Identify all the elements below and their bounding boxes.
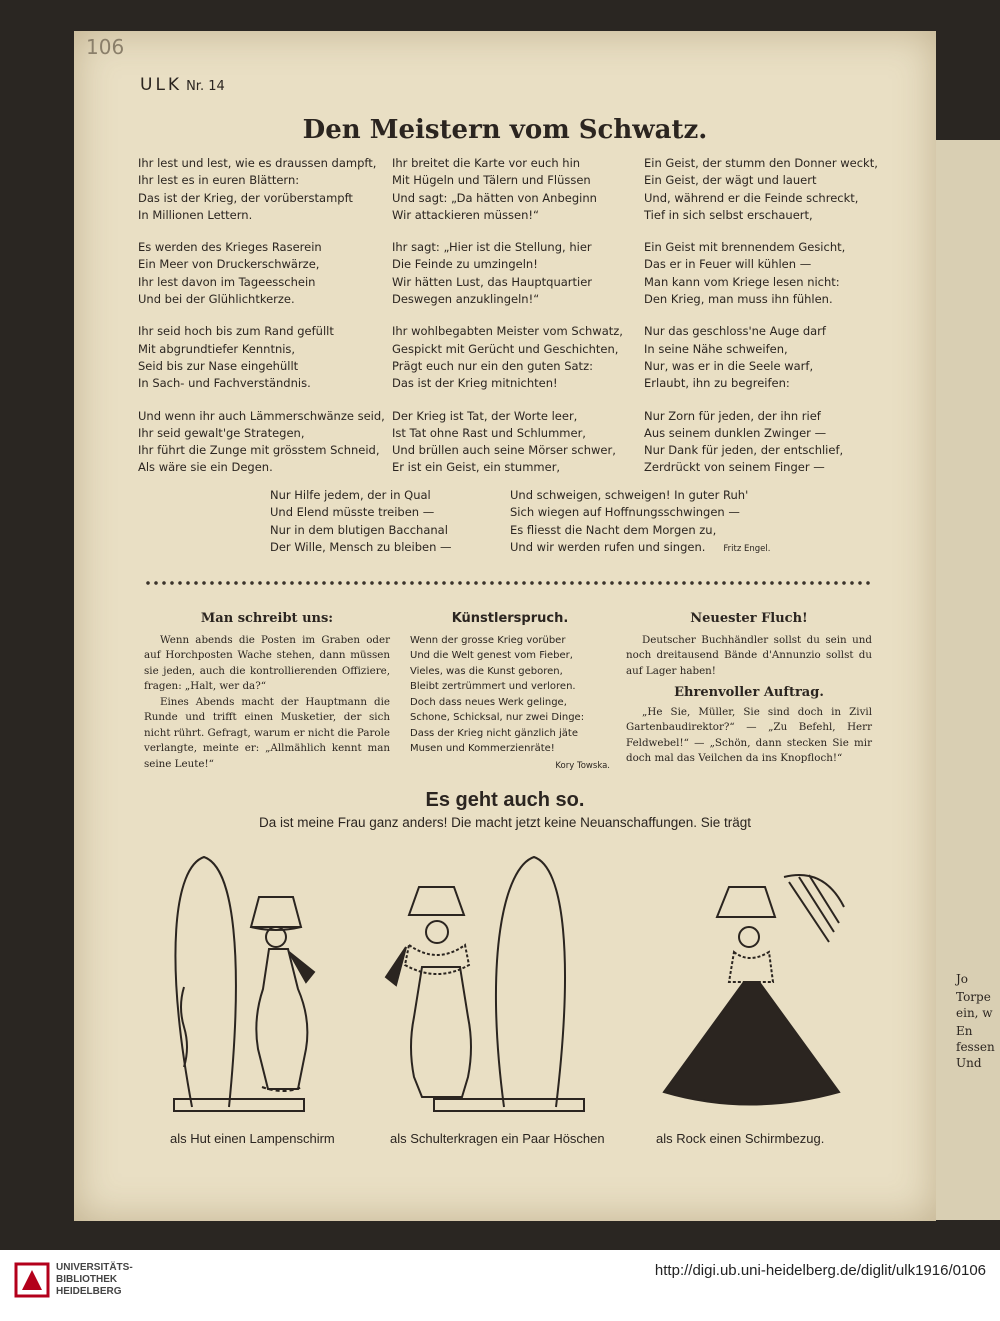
issue-number: Nr. 14 <box>186 79 225 94</box>
verse-line: Wenn der grosse Krieg vorüber <box>410 634 566 646</box>
poem-author: Fritz Engel. <box>723 543 771 554</box>
verse-line: Wir hätten Lust, das Hauptquartier <box>392 274 593 289</box>
stanza <box>392 323 623 392</box>
article-author: Kory Towska. <box>555 760 610 771</box>
stanza <box>392 239 623 308</box>
verse-line: Tief in sich selbst erschauert, <box>644 207 813 222</box>
poem-coda-right <box>510 487 770 558</box>
article-fluch <box>626 611 872 767</box>
verse-line: Ihr lest und lest, wie es draussen dampft, <box>138 156 377 170</box>
verse-line: Ihr wohlbegabten Meister vom Schwatz, <box>392 324 623 339</box>
verse-line: Seid bis zur Nase eingehüllt <box>138 358 299 373</box>
magazine-page <box>74 31 936 1221</box>
source-url-link[interactable]: http://digi.ub.uni-heidelberg.de/diglit/ulk1916/0106 <box>654 1262 986 1279</box>
article-paragraph: „He Sie, Müller, Sie sind doch in Zivil Gartenbaudirektor?“ — „Zu Befehl, Herr Feldwebel!“ — „Schön, dann stecken Sie mir doch mal das Veilchen da ins Knopfloch!“ <box>626 705 872 764</box>
magazine-name: ULK <box>140 75 183 95</box>
verse-line: Er ist ein Geist, ein stummer, <box>392 460 561 475</box>
article-heading-auftrag: Ehrenvoller Auftrag. <box>674 685 824 700</box>
verse-line: Es werden des Krieges Raserein <box>138 240 322 255</box>
adjacent-fragment: fessen <box>956 1040 995 1054</box>
poem-column-3 <box>644 155 878 492</box>
verse-line: Ist Tat ohne Rast und Schlummer, <box>392 425 586 440</box>
adjacent-fragment: Und <box>956 1056 982 1070</box>
verse-line: Ihr seid gewalt'ge Strategen, <box>138 425 305 440</box>
verse-line: Gespickt mit Gerücht und Geschichten, <box>392 341 619 356</box>
verse-line: In seine Nähe schweifen, <box>644 341 788 356</box>
stanza <box>138 408 385 477</box>
verse-line: Ihr lest davon im Tageesschein <box>138 274 316 289</box>
verse-line: Wir attackieren müssen!“ <box>392 207 539 222</box>
verse-line: Und sagt: „Da hätten von Anbeginn <box>392 190 597 205</box>
verse-line: Dass der Krieg nicht gänzlich jäte <box>410 727 579 739</box>
article-heading: Künstlerspruch. <box>451 611 569 626</box>
pencil-page-number: 106 <box>86 35 125 59</box>
verse-line: Deswegen anzuklingeln!“ <box>392 292 540 307</box>
verse-line: Und wenn ihr auch Lämmerschwänze seid, <box>138 408 385 423</box>
verse-line: Mit abgrundtiefer Kenntnis, <box>138 341 296 356</box>
stanza <box>644 239 878 308</box>
verse-line: Nur Zorn für jeden, der ihn rief <box>644 408 821 423</box>
stanza <box>138 323 385 392</box>
cartoon-caption-1: als Hut einen Lampenschirm <box>170 1131 335 1146</box>
verse-line: Und brüllen auch seine Mörser schwer, <box>392 443 616 458</box>
library-name-line: BIBLIOTHEK <box>56 1274 118 1285</box>
verse-line: Ihr breitet die Karte vor euch hin <box>392 156 581 170</box>
panel-2-woman <box>386 887 471 1097</box>
panel-3-parasol <box>784 875 844 942</box>
adjacent-fragment: En <box>956 1024 973 1038</box>
adjacent-fragment: Jo <box>956 972 969 986</box>
poem-title: Den Meistern vom Schwatz. <box>302 115 708 145</box>
stanza <box>644 408 878 477</box>
cartoon-illustration <box>144 837 884 1127</box>
verse-line: Schone, Schicksal, nur zwei Dinge: <box>410 712 585 723</box>
verse-line: Nur in dem blutigen Bacchanal <box>270 522 448 537</box>
verse-line: Ein Geist mit brennendem Gesicht, <box>644 240 846 255</box>
library-name-line: UNIVERSITÄTS- <box>56 1262 133 1273</box>
verse-line: Man kann vom Kriege lesen nicht: <box>644 274 840 289</box>
verse-line: Mit Hügeln und Tälern und Flüssen <box>392 173 591 188</box>
verse-line: Erlaubt, ihn zu begreifen: <box>644 376 790 391</box>
stanza <box>392 155 623 224</box>
verse-line: Und bei der Glühlichtkerze. <box>138 292 295 307</box>
verse-line: Ihr seid hoch bis zum Rand gefüllt <box>138 324 334 339</box>
adjacent-fragment: ein, w <box>956 1006 993 1020</box>
verse-line: Doch dass neues Werk gelinge, <box>410 696 567 708</box>
verse-line: Vieles, was die Kunst geboren, <box>410 665 563 677</box>
verse-line: Prägt euch nur ein den guten Satz: <box>392 358 593 373</box>
verse-line: Ein Meer von Druckerschwärze, <box>138 257 320 272</box>
cartoon-caption-2: als Schulterkragen ein Paar Höschen <box>390 1131 605 1146</box>
panel-1-woman <box>251 897 314 1091</box>
article-paragraph: Eines Abends macht der Hauptmann die Runde und trifft einen Musketier, der sich nicht rührt. Gefragt, warum er nicht die Parole verlangte, meinte er: „Allmählich kennt man seine Leute!“ <box>144 695 390 770</box>
panel-1-mirror <box>174 857 304 1111</box>
poem-coda-left <box>270 487 452 556</box>
verse-line: Ihr sagt: „Hier ist die Stellung, hier <box>392 240 592 255</box>
verse-line: Den Krieg, man muss ihn fühlen. <box>644 292 833 307</box>
adjacent-page-edge <box>936 140 1000 1220</box>
ornamental-divider <box>144 579 870 587</box>
cartoon-title: Es geht auch so. <box>425 789 585 811</box>
article-heading: Neuester Fluch! <box>690 611 808 626</box>
verse-line: Und wir werden rufen und singen. <box>510 539 706 554</box>
stanza <box>644 323 878 392</box>
verse-line: Bleibt zertrümmert und verloren. <box>410 681 576 692</box>
cartoon-subtitle: Da ist meine Frau ganz anders! Die macht jetzt keine Neuanschaffungen. Sie trägt <box>258 815 752 830</box>
verse-line: Zerdrückt von seinem Finger — <box>644 460 825 475</box>
verse-line: Nur Dank für jeden, der entschlief, <box>644 443 844 458</box>
library-logo-icon <box>14 1262 50 1298</box>
verse-line: Musen und Kommerzienräte! <box>410 743 555 754</box>
article-paragraph: Deutscher Buchhändler sollst du sein und noch dreitausend Bände d'Annunzio sollst du auf Lager haben! <box>626 633 872 677</box>
verse-line: Ihr lest es in euren Blättern: <box>138 173 300 188</box>
verse-line: Es fliesst die Nacht dem Morgen zu, <box>510 522 717 537</box>
library-name <box>56 1262 133 1298</box>
verse-line: Das er in Feuer will kühlen — <box>644 257 812 272</box>
library-footer <box>0 1250 1000 1321</box>
verse-line: Als wäre sie ein Degen. <box>138 460 273 475</box>
verse-line: Aus seinem dunklen Zwinger — <box>644 425 827 440</box>
stanza <box>138 155 385 224</box>
panel-3-woman <box>664 887 839 1105</box>
library-name-line: HEIDELBERG <box>56 1286 122 1297</box>
verse-line: Ein Geist, der wägt und lauert <box>644 173 817 188</box>
verse-line: Das ist der Krieg mitnichten! <box>392 376 558 391</box>
stanza <box>644 155 878 224</box>
stanza <box>392 408 623 477</box>
verse-line: Und Elend müsste treiben — <box>270 505 435 520</box>
verse-line: Und schweigen, schweigen! In guter Ruh' <box>510 488 749 502</box>
verse-line: Nur, was er in die Seele warf, <box>644 358 814 373</box>
verse-line: Ihr führt die Zunge mit grösstem Schneid, <box>138 443 380 458</box>
verse-line: Und, während er die Feinde schreckt, <box>644 190 859 205</box>
verse-line: Nur Hilfe jedem, der in Qual <box>270 488 431 502</box>
verse-line: In Millionen Lettern. <box>138 207 253 222</box>
verse-line: Sich wiegen auf Hoffnungsschwingen — <box>510 505 740 520</box>
article-heading: Man schreibt uns: <box>200 611 334 626</box>
article-kuenstlerspruch <box>410 611 610 774</box>
verse-line: Der Krieg ist Tat, der Worte leer, <box>392 408 578 423</box>
verse-line: Nur das geschloss'ne Auge darf <box>644 324 826 339</box>
article-man-schreibt <box>144 611 390 772</box>
verse-line: Der Wille, Mensch zu bleiben — <box>270 539 452 554</box>
poem-column-2 <box>392 155 623 492</box>
page-header <box>140 75 225 95</box>
verse-line: Und die Welt genest vom Fieber, <box>410 650 573 661</box>
poem-column-1 <box>138 155 385 492</box>
verse-line: Die Feinde zu umzingeln! <box>392 257 538 272</box>
adjacent-fragment: Torpe <box>956 990 991 1004</box>
cartoon-caption-3: als Rock einen Schirmbezug. <box>656 1131 825 1146</box>
verse-line: Ein Geist, der stumm den Donner weckt, <box>644 156 878 170</box>
article-paragraph: Wenn abends die Posten im Graben oder auf Horchposten Wache stehen, dann müssen sie jeden, auch die kontrollierenden Offiziere, fragen: „Halt, wer da?“ <box>144 633 390 692</box>
verse-line: Das ist der Krieg, der vorüberstampft <box>138 190 353 205</box>
verse-line: In Sach- und Fachverständnis. <box>138 376 311 391</box>
stanza <box>138 239 385 308</box>
